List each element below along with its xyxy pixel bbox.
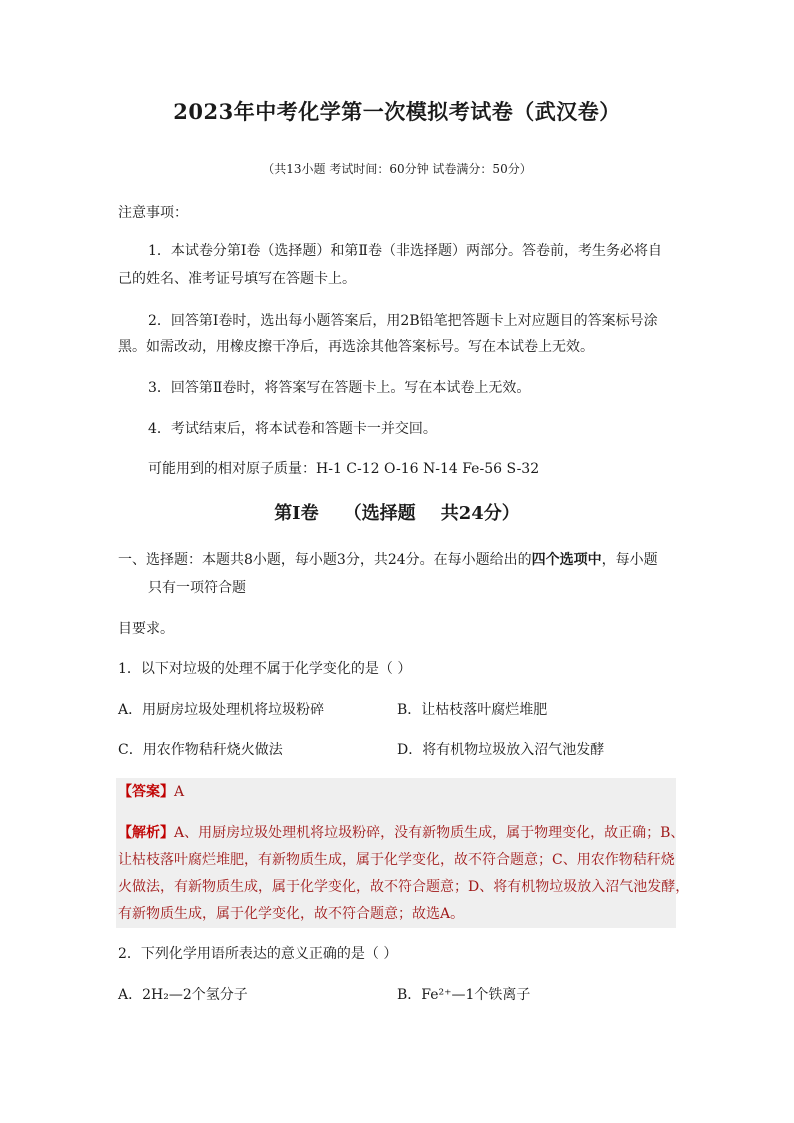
question-2-option-a: A．2H₂—2个氢分子 bbox=[118, 987, 248, 1003]
question-1-option-c: C．用农作物秸秆烧火做法 bbox=[118, 742, 283, 758]
notice-line: 4．考试结束后，将本试卷和答题卡一并交回。 bbox=[148, 421, 437, 437]
atomic-masses: 可能用到的相对原子质量：H-1 C-12 O-16 N-14 Fe-56 S-32 bbox=[148, 461, 540, 477]
section-intro-emphasis: 四个选项中 bbox=[531, 552, 602, 568]
exam-title: 2023年中考化学第一次模拟考试卷（武汉卷） bbox=[173, 99, 621, 124]
question-2-stem: 2．下列化学用语所表达的意义正确的是（ ） bbox=[118, 946, 398, 962]
notice-heading: 注意事项： bbox=[118, 205, 188, 221]
question-2-option-b: B．Fe²⁺—1个铁离子 bbox=[397, 987, 531, 1003]
notice-line: 1．本试卷分第Ⅰ卷（选择题）和第Ⅱ卷（非选择题）两部分。答卷前，考生务必将自 bbox=[148, 243, 662, 259]
exam-subtitle: （共13小题 考试时间：60分钟 试卷满分：50分） bbox=[262, 162, 532, 176]
notice-line: 己的姓名、准考证号填写在答题卡上。 bbox=[118, 271, 356, 287]
notice-line: 黑。如需改动，用橡皮擦干净后，再选涂其他答案标号。写在本试卷上无效。 bbox=[118, 339, 594, 355]
analysis-line: 火做法，有新物质生成，属于化学变化，故不符合题意；D、将有机物垃圾放入沼气池发酵， bbox=[118, 879, 690, 895]
question-1-stem: 1．以下对垃圾的处理不属于化学变化的是（ ） bbox=[118, 661, 412, 677]
analysis-line: 有新物质生成，属于化学变化，故不符合题意；故选A。 bbox=[118, 906, 465, 922]
notice-line: 3．回答第Ⅱ卷时，将答案写在答题卡上。写在本试卷上无效。 bbox=[148, 380, 531, 396]
analysis-line: 让枯枝落叶腐烂堆肥，有新物质生成，属于化学变化，故不符合题意；C、用农作物秸秆烧 bbox=[118, 852, 675, 868]
analysis-label: 【解析】 bbox=[118, 825, 174, 841]
answer-line bbox=[118, 781, 184, 801]
question-1-option-d: D．将有机物垃圾放入沼气池发酵 bbox=[397, 742, 605, 758]
section-intro-text: 一、选择题：本题共8小题，每小题3分，共24分。在每小题给出的 bbox=[118, 552, 532, 568]
answer-label: 【答案】 bbox=[118, 784, 174, 800]
question-1-option-b: B．让枯枝落叶腐烂堆肥 bbox=[397, 702, 548, 718]
section-title: 第Ⅰ卷 （选择题 共24分） bbox=[274, 503, 520, 524]
section-intro-text: ，每小题 bbox=[601, 552, 658, 568]
answer-value: A bbox=[174, 784, 185, 800]
question-1-option-a: A．用厨房垃圾处理机将垃圾粉碎 bbox=[118, 702, 325, 718]
section-intro-line bbox=[118, 549, 658, 569]
notice-line: 2．回答第Ⅰ卷时，选出每小题答案后，用2B铅笔把答题卡上对应题目的答案标号涂 bbox=[148, 313, 658, 329]
analysis-text: A、用厨房垃圾处理机将垃圾粉碎，没有新物质生成，属于物理变化，故正确；B、 bbox=[174, 825, 685, 841]
section-intro-line: 只有一项符合题 bbox=[148, 580, 246, 596]
section-intro-line: 目要求。 bbox=[118, 621, 174, 637]
analysis-line bbox=[118, 822, 684, 842]
